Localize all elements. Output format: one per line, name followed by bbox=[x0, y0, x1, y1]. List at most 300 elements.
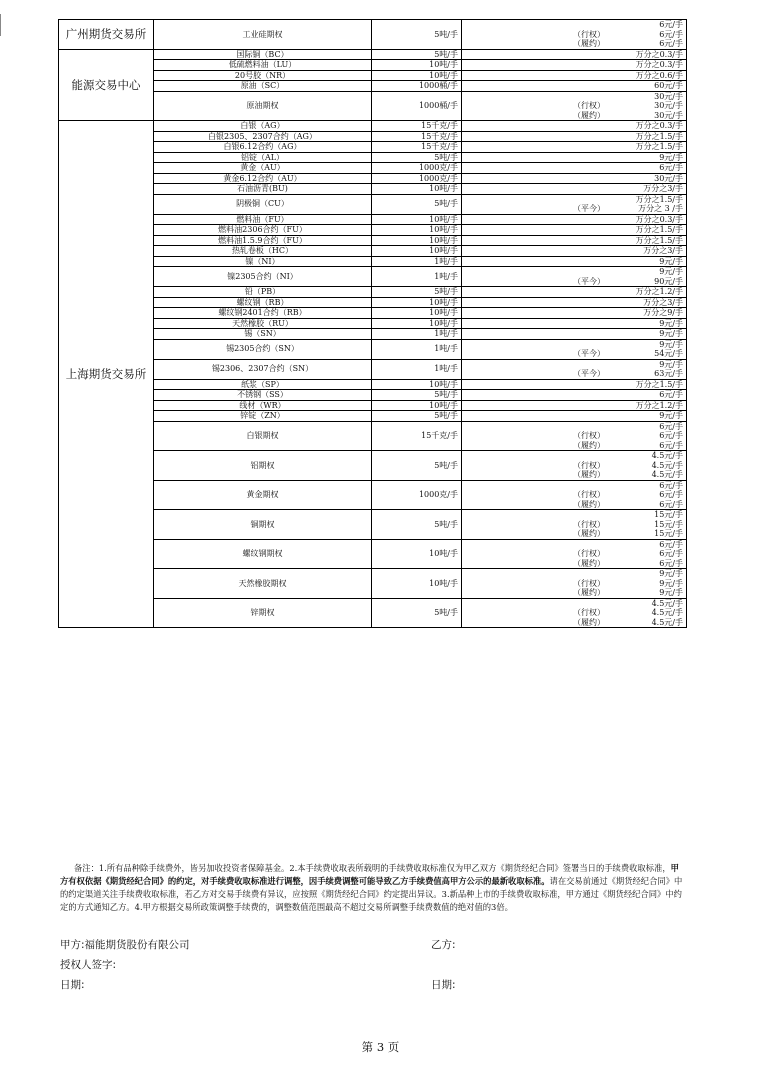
fee-line bbox=[465, 549, 683, 559]
fee-qualifier: （履约） bbox=[573, 39, 605, 48]
table-row bbox=[59, 142, 687, 153]
fee-cell bbox=[462, 121, 687, 132]
fee-cell bbox=[462, 390, 687, 401]
fee-line bbox=[465, 20, 683, 30]
fee-line bbox=[465, 142, 683, 152]
table-row bbox=[59, 329, 687, 340]
fee-cell bbox=[462, 318, 687, 329]
fee-value: 54元/手 bbox=[654, 349, 683, 358]
fee-line bbox=[465, 481, 683, 491]
fee-qualifier bbox=[465, 390, 573, 400]
product-cell: 锌期权 bbox=[154, 598, 372, 628]
fee-value: 15元/手 bbox=[654, 529, 683, 538]
fee-cell bbox=[462, 359, 687, 379]
fee-qualifier: （行权） bbox=[573, 460, 605, 470]
fee-cell bbox=[462, 81, 687, 92]
product-cell: 原油（SC） bbox=[154, 81, 372, 92]
fee-qualifier bbox=[465, 121, 573, 131]
fee-line bbox=[465, 500, 683, 510]
fee-qualifier: （行权） bbox=[573, 431, 605, 440]
fee-cell bbox=[462, 400, 687, 411]
party-b-label: 乙方: bbox=[431, 939, 456, 951]
fee-qualifier bbox=[465, 142, 573, 152]
product-cell: 工业硅期权 bbox=[154, 20, 372, 50]
fee-line bbox=[465, 390, 683, 400]
fee-qualifier: （行权） bbox=[573, 549, 605, 558]
fee-cell bbox=[462, 184, 687, 195]
product-cell: 线材（WR） bbox=[154, 400, 372, 411]
fee-qualifier: （履约） bbox=[573, 499, 605, 509]
fee-qualifier bbox=[465, 599, 573, 609]
fee-qualifier bbox=[465, 298, 573, 308]
fee-line bbox=[465, 411, 683, 421]
unit-cell: 1吨/手 bbox=[372, 339, 462, 359]
unit-cell: 10吨/手 bbox=[372, 235, 462, 246]
product-cell: 国际铜（BC） bbox=[154, 49, 372, 60]
table-row bbox=[59, 60, 687, 71]
product-cell: 锡（SN） bbox=[154, 329, 372, 340]
table-row bbox=[59, 297, 687, 308]
unit-cell: 5吨/手 bbox=[372, 598, 462, 628]
fee-line bbox=[465, 174, 683, 184]
unit-cell: 15千克/手 bbox=[372, 121, 462, 132]
fee-cell bbox=[462, 339, 687, 359]
fee-qualifier bbox=[465, 340, 573, 350]
fee-line bbox=[465, 111, 683, 121]
fee-line bbox=[465, 380, 683, 390]
fee-cell bbox=[462, 131, 687, 142]
exchange-cell: 上海期货交易所 bbox=[59, 121, 154, 628]
fee-qualifier bbox=[465, 569, 573, 579]
fee-line bbox=[465, 431, 683, 441]
fee-value: 4.5元/手 bbox=[651, 470, 683, 479]
product-cell: 天然橡胶期权 bbox=[154, 569, 372, 599]
unit-cell: 1000克/手 bbox=[372, 480, 462, 510]
product-cell: 燃料油2306合约（FU） bbox=[154, 225, 372, 236]
product-cell: 不锈钢（SS） bbox=[154, 390, 372, 401]
fee-value: 6元/手 bbox=[659, 163, 683, 172]
table-row bbox=[59, 421, 687, 451]
unit-cell: 5吨/手 bbox=[372, 411, 462, 422]
fee-line bbox=[465, 319, 683, 329]
fee-cell bbox=[462, 297, 687, 308]
unit-cell: 5吨/手 bbox=[372, 20, 462, 50]
fee-value: 万分之1.5/手 bbox=[635, 379, 683, 389]
fee-cell bbox=[462, 480, 687, 510]
table-row bbox=[59, 131, 687, 142]
fee-table-body bbox=[59, 20, 687, 628]
fee-value: 6元/手 bbox=[659, 480, 683, 490]
product-cell: 白银期权 bbox=[154, 421, 372, 451]
fee-cell bbox=[462, 163, 687, 174]
fee-qualifier bbox=[465, 132, 573, 142]
table-row bbox=[59, 246, 687, 257]
fee-cell bbox=[462, 246, 687, 257]
fee-value: 万分之1.5/手 bbox=[635, 194, 683, 204]
fee-line bbox=[465, 490, 683, 500]
fee-line bbox=[465, 470, 683, 480]
fee-cell bbox=[462, 598, 687, 628]
table-row bbox=[59, 173, 687, 184]
fee-value: 30元/手 bbox=[654, 173, 683, 183]
table-row bbox=[59, 400, 687, 411]
fee-value: 万分之1.2/手 bbox=[635, 287, 683, 296]
product-cell: 热轧卷板（HC） bbox=[154, 246, 372, 257]
fee-value: 万分之0.3/手 bbox=[635, 121, 683, 130]
fee-cell bbox=[462, 267, 687, 287]
fee-line bbox=[465, 579, 683, 589]
fee-value: 万分之1.5/手 bbox=[635, 142, 683, 151]
fee-qualifier bbox=[465, 71, 573, 81]
fee-value: 6元/手 bbox=[659, 440, 683, 450]
unit-cell: 10吨/手 bbox=[372, 246, 462, 257]
fee-qualifier bbox=[465, 329, 573, 339]
unit-cell: 1000桶/手 bbox=[372, 81, 462, 92]
fee-qualifier bbox=[465, 60, 573, 70]
fee-cell bbox=[462, 173, 687, 184]
fee-line bbox=[465, 401, 683, 411]
fee-line bbox=[465, 184, 683, 194]
fee-qualifier: （平今） bbox=[573, 349, 605, 358]
product-cell: 螺纹钢2401合约（RB） bbox=[154, 308, 372, 319]
unit-cell: 1000克/手 bbox=[372, 163, 462, 174]
fee-line bbox=[465, 451, 683, 461]
table-row bbox=[59, 91, 687, 121]
product-cell: 黄金6.12合约（AU） bbox=[154, 173, 372, 184]
fee-qualifier: （履约） bbox=[573, 110, 605, 120]
table-row bbox=[59, 339, 687, 359]
product-cell: 阴极铜（CU） bbox=[154, 194, 372, 214]
fee-value: 6元/手 bbox=[659, 490, 683, 499]
fee-value: 4.5元/手 bbox=[651, 451, 683, 460]
fee-line bbox=[465, 510, 683, 520]
table-row bbox=[59, 451, 687, 481]
fee-qualifier bbox=[465, 163, 573, 173]
fee-value: 9元/手 bbox=[659, 569, 683, 578]
fee-line bbox=[465, 308, 683, 318]
table-row bbox=[59, 70, 687, 81]
unit-cell: 1吨/手 bbox=[372, 329, 462, 340]
product-cell: 白银6.12合约（AG） bbox=[154, 142, 372, 153]
product-cell: 20号胶（NR） bbox=[154, 70, 372, 81]
note-part1: 备注：1.所有品种除手续费外，皆另加收投资者保障基金。2.本手续费收取表所载明的手续费收取标准仅为甲乙双方《期货经纪合同》签署当日的手续费收取标准， bbox=[74, 863, 671, 873]
fee-line bbox=[465, 236, 683, 246]
fee-cell bbox=[462, 20, 687, 50]
fee-line bbox=[465, 340, 683, 350]
fee-line bbox=[465, 298, 683, 308]
unit-cell: 15千克/手 bbox=[372, 131, 462, 142]
note-bold: 甲方有权依据《期货经纪合同》的约定，对手续费收取标准进行调整，因手续费调整可能导致乙方手续费值高甲方公示的最新收取标准。 bbox=[60, 863, 679, 886]
fee-qualifier bbox=[465, 267, 573, 277]
fee-value: 6元/手 bbox=[659, 20, 683, 29]
fee-value: 6元/手 bbox=[659, 539, 683, 549]
fee-line bbox=[465, 215, 683, 225]
fee-cell bbox=[462, 411, 687, 422]
table-row bbox=[59, 598, 687, 628]
product-cell: 白银2305、2307合约（AG） bbox=[154, 131, 372, 142]
table-row bbox=[59, 318, 687, 329]
fee-cell bbox=[462, 287, 687, 298]
unit-cell: 5吨/手 bbox=[372, 510, 462, 540]
table-row bbox=[59, 81, 687, 92]
remarks-note bbox=[60, 862, 686, 914]
fee-value: 30元/手 bbox=[654, 91, 683, 101]
fee-cell bbox=[462, 421, 687, 451]
table-row bbox=[59, 49, 687, 60]
fee-qualifier: （行权） bbox=[573, 578, 605, 588]
fee-line bbox=[465, 287, 683, 297]
fee-qualifier: （行权） bbox=[573, 29, 605, 39]
fee-qualifier: （履约） bbox=[573, 617, 605, 627]
fee-line bbox=[465, 349, 683, 359]
product-cell: 原油期权 bbox=[154, 91, 372, 121]
authorized-signature-label: 授权人签字: bbox=[60, 959, 117, 971]
fee-value: 30元/手 bbox=[654, 101, 683, 110]
fee-qualifier bbox=[465, 195, 573, 205]
fee-line bbox=[465, 153, 683, 163]
fee-value: 6元/手 bbox=[659, 29, 683, 39]
product-cell: 螺纹钢期权 bbox=[154, 539, 372, 569]
fee-cell bbox=[462, 214, 687, 225]
table-row bbox=[59, 390, 687, 401]
fee-line bbox=[465, 163, 683, 173]
fee-cell bbox=[462, 256, 687, 267]
fee-value: 万分之3/手 bbox=[643, 184, 683, 193]
fee-line bbox=[465, 441, 683, 451]
fee-line bbox=[465, 225, 683, 235]
fee-value: 15元/手 bbox=[654, 519, 683, 529]
fee-qualifier: （履约） bbox=[573, 529, 605, 538]
exchange-cell: 能源交易中心 bbox=[59, 49, 154, 121]
fee-qualifier bbox=[465, 215, 573, 225]
product-cell: 天然橡胶（RU） bbox=[154, 318, 372, 329]
fee-qualifier bbox=[465, 236, 573, 246]
fee-value: 9元/手 bbox=[659, 267, 683, 276]
fee-qualifier bbox=[465, 380, 573, 390]
table-row bbox=[59, 163, 687, 174]
product-cell: 锡2305合约（SN） bbox=[154, 339, 372, 359]
fee-value: 万分之1.5/手 bbox=[635, 131, 683, 141]
fee-qualifier bbox=[465, 451, 573, 461]
fee-qualifier bbox=[465, 360, 573, 370]
fee-value: 万分之1.5/手 bbox=[635, 235, 683, 245]
fee-value: 9元/手 bbox=[659, 329, 683, 338]
fee-qualifier bbox=[465, 81, 573, 91]
fee-value: 万分之3/手 bbox=[643, 297, 683, 307]
fee-cell bbox=[462, 225, 687, 236]
fee-qualifier: （行权） bbox=[573, 490, 605, 499]
product-cell: 白银（AG） bbox=[154, 121, 372, 132]
fee-value: 9元/手 bbox=[659, 256, 683, 266]
fee-line bbox=[465, 618, 683, 628]
unit-cell: 1吨/手 bbox=[372, 267, 462, 287]
fee-line bbox=[465, 540, 683, 550]
table-row bbox=[59, 359, 687, 379]
product-cell: 铜期权 bbox=[154, 510, 372, 540]
fee-value: 6元/手 bbox=[659, 431, 683, 440]
party-b-date-label: 日期: bbox=[431, 979, 456, 991]
fee-value: 30元/手 bbox=[654, 110, 683, 120]
fee-cell bbox=[462, 60, 687, 71]
product-cell: 铝期权 bbox=[154, 451, 372, 481]
fee-value: 9元/手 bbox=[659, 411, 683, 420]
table-row bbox=[59, 510, 687, 540]
unit-cell: 10吨/手 bbox=[372, 60, 462, 71]
fee-cell bbox=[462, 70, 687, 81]
fee-qualifier bbox=[465, 257, 573, 267]
fee-line bbox=[465, 71, 683, 81]
fee-qualifier: （履约） bbox=[573, 470, 605, 479]
fee-table bbox=[58, 19, 687, 628]
fee-value: 万分之0.3/手 bbox=[635, 49, 683, 59]
fee-value: 9元/手 bbox=[659, 588, 683, 597]
unit-cell: 5吨/手 bbox=[372, 152, 462, 163]
page-edge-mark bbox=[0, 14, 1, 36]
fee-value: 万分之0.3/手 bbox=[635, 60, 683, 69]
fee-value: 万分之9/手 bbox=[643, 308, 683, 317]
fee-line bbox=[465, 50, 683, 60]
fee-value: 90元/手 bbox=[654, 276, 683, 286]
fee-qualifier: （平今） bbox=[573, 369, 605, 378]
fee-cell bbox=[462, 569, 687, 599]
fee-qualifier bbox=[465, 50, 573, 60]
fee-cell bbox=[462, 308, 687, 319]
fee-line bbox=[465, 81, 683, 91]
fee-value: 4.5元/手 bbox=[651, 617, 683, 627]
unit-cell: 10吨/手 bbox=[372, 539, 462, 569]
fee-line bbox=[465, 60, 683, 70]
unit-cell: 1000克/手 bbox=[372, 173, 462, 184]
product-cell: 铝锭（AL） bbox=[154, 152, 372, 163]
table-row bbox=[59, 480, 687, 510]
table-row bbox=[59, 235, 687, 246]
fee-value: 9元/手 bbox=[659, 152, 683, 162]
fee-cell bbox=[462, 379, 687, 390]
table-row bbox=[59, 225, 687, 236]
fee-value: 万分之1.2/手 bbox=[635, 400, 683, 410]
fee-line bbox=[465, 608, 683, 618]
fee-line bbox=[465, 422, 683, 432]
unit-cell: 10吨/手 bbox=[372, 379, 462, 390]
fee-qualifier bbox=[465, 20, 573, 30]
fee-value: 9元/手 bbox=[659, 339, 683, 349]
table-row bbox=[59, 411, 687, 422]
fee-cell bbox=[462, 451, 687, 481]
fee-qualifier: （行权） bbox=[573, 101, 605, 110]
unit-cell: 10吨/手 bbox=[372, 184, 462, 195]
product-cell: 黄金（AU） bbox=[154, 163, 372, 174]
fee-line bbox=[465, 267, 683, 277]
fee-line bbox=[465, 329, 683, 339]
product-cell: 低硫燃料油（LU） bbox=[154, 60, 372, 71]
fee-cell bbox=[462, 510, 687, 540]
fee-qualifier: （履约） bbox=[573, 558, 605, 568]
fee-line bbox=[465, 520, 683, 530]
unit-cell: 10吨/手 bbox=[372, 297, 462, 308]
fee-cell bbox=[462, 91, 687, 121]
table-row bbox=[59, 379, 687, 390]
product-cell: 锌锭（ZN） bbox=[154, 411, 372, 422]
fee-qualifier bbox=[465, 184, 573, 194]
fee-qualifier bbox=[465, 174, 573, 184]
product-cell: 纸浆（SP） bbox=[154, 379, 372, 390]
fee-value: 6元/手 bbox=[659, 390, 683, 399]
fee-cell bbox=[462, 142, 687, 153]
fee-cell bbox=[462, 152, 687, 163]
fee-line bbox=[465, 92, 683, 102]
fee-value: 15元/手 bbox=[654, 510, 683, 519]
fee-line bbox=[465, 204, 683, 214]
unit-cell: 5吨/手 bbox=[372, 194, 462, 214]
fee-line bbox=[465, 569, 683, 579]
table-row bbox=[59, 194, 687, 214]
table-row bbox=[59, 308, 687, 319]
table-row bbox=[59, 539, 687, 569]
table-row bbox=[59, 569, 687, 599]
fee-cell bbox=[462, 329, 687, 340]
fee-value: 63元/手 bbox=[654, 369, 683, 378]
fee-qualifier: （履约） bbox=[573, 588, 605, 597]
fee-qualifier: （行权） bbox=[573, 519, 605, 529]
fee-value: 万分之0.3/手 bbox=[635, 214, 683, 224]
fee-qualifier bbox=[465, 510, 573, 520]
fee-qualifier bbox=[465, 422, 573, 432]
product-cell: 螺纹钢（RB） bbox=[154, 297, 372, 308]
note-part2: 请在交易前通过《期货经纪合同》中的约定渠道关注手续费收取标准，若乙方对交易手续费有异议，应按照《期货经纪合同》约定提出异议。3.新品种上市的手续费收取标准，甲方通过《期货经纪合同》中约定的方式通知乙方。4.甲方根据交易所政策调整手续费的，调整数值范围最高不超过交易所调整手续费数值的绝对值的3倍。 bbox=[60, 876, 683, 912]
fee-line bbox=[465, 360, 683, 370]
unit-cell: 5吨/手 bbox=[372, 49, 462, 60]
unit-cell: 10吨/手 bbox=[372, 569, 462, 599]
table-row bbox=[59, 20, 687, 50]
page-number: 第 3 页 bbox=[361, 1040, 400, 1054]
unit-cell: 1吨/手 bbox=[372, 359, 462, 379]
fee-qualifier bbox=[465, 246, 573, 256]
product-cell: 锡2306、2307合约（SN） bbox=[154, 359, 372, 379]
fee-line bbox=[465, 132, 683, 142]
unit-cell: 10吨/手 bbox=[372, 225, 462, 236]
unit-cell: 1吨/手 bbox=[372, 256, 462, 267]
fee-qualifier bbox=[465, 540, 573, 550]
unit-cell: 10吨/手 bbox=[372, 318, 462, 329]
fee-value: 6元/手 bbox=[659, 549, 683, 558]
table-row bbox=[59, 121, 687, 132]
table-row bbox=[59, 152, 687, 163]
exchange-cell: 广州期货交易所 bbox=[59, 20, 154, 50]
product-cell: 燃料油（FU） bbox=[154, 214, 372, 225]
fee-value: 6元/手 bbox=[659, 499, 683, 509]
product-cell: 石油沥青(BU) bbox=[154, 184, 372, 195]
table-row bbox=[59, 214, 687, 225]
fee-value: 9元/手 bbox=[659, 318, 683, 328]
unit-cell: 10吨/手 bbox=[372, 70, 462, 81]
fee-qualifier: （行权） bbox=[573, 608, 605, 617]
fee-value: 4.5元/手 bbox=[651, 460, 683, 470]
fee-line bbox=[465, 277, 683, 287]
fee-line bbox=[465, 246, 683, 256]
fee-value: 万分之0.6/手 bbox=[635, 70, 683, 80]
fee-line bbox=[465, 369, 683, 379]
product-cell: 镍2305合约（NI） bbox=[154, 267, 372, 287]
fee-qualifier bbox=[465, 225, 573, 235]
product-cell: 铅（PB） bbox=[154, 287, 372, 298]
unit-cell: 5吨/手 bbox=[372, 390, 462, 401]
fee-value: 万分之 3 /手 bbox=[638, 204, 683, 213]
fee-line bbox=[465, 559, 683, 569]
fee-value: 万分之3/手 bbox=[643, 246, 683, 255]
unit-cell: 10吨/手 bbox=[372, 400, 462, 411]
fee-cell bbox=[462, 539, 687, 569]
product-cell: 黄金期权 bbox=[154, 480, 372, 510]
